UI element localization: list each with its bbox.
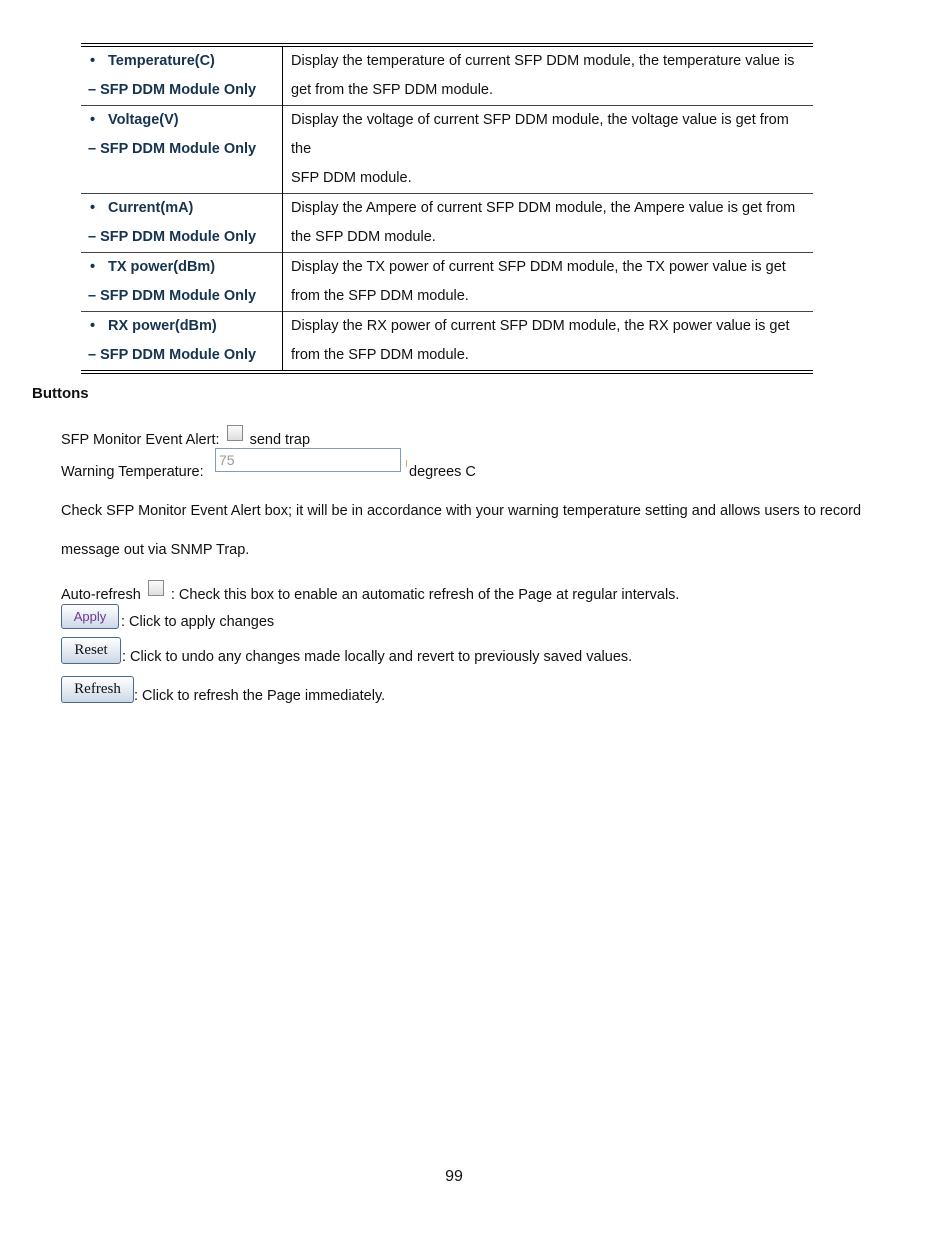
warning-temperature-label: Warning Temperature:	[61, 464, 204, 480]
description-paragraph: message out via SNMP Trap.	[61, 542, 250, 558]
table-row	[81, 253, 813, 312]
bullet-icon: •	[90, 200, 96, 216]
refresh-description: : Click to refresh the Page immediately.	[134, 688, 386, 704]
parameter-name: TX power(dBm)	[108, 259, 216, 275]
reset-description: : Click to undo any changes made locally and revert to previously saved values.	[122, 649, 633, 665]
parameter-name: Temperature(C)	[108, 53, 215, 69]
bullet-icon: •	[90, 112, 96, 128]
bullet-icon: •	[90, 259, 96, 275]
parameter-qualifier: – SFP DDM Module Only	[88, 347, 257, 363]
event-alert-line	[61, 425, 310, 448]
parameter-description-cell	[283, 194, 814, 253]
buttons-heading: Buttons	[32, 385, 89, 402]
parameter-name: RX power(dBm)	[108, 318, 217, 334]
table-row	[81, 45, 813, 106]
description-line: SFP DDM module.	[291, 170, 412, 186]
parameter-description-cell	[283, 312, 814, 373]
parameter-name-cell	[81, 194, 283, 253]
parameter-name-cell	[81, 45, 283, 106]
parameter-name-cell	[81, 106, 283, 194]
reset-button[interactable]: Reset	[61, 637, 121, 664]
bullet-icon: •	[90, 318, 96, 334]
description-line: Display the RX power of current SFP DDM module, the RX power value is get	[291, 318, 790, 334]
send-trap-checkbox[interactable]	[227, 425, 243, 441]
parameter-qualifier: – SFP DDM Module Only	[88, 229, 257, 245]
description-line: get from the SFP DDM module.	[291, 82, 494, 98]
page-number: 99	[445, 1168, 463, 1185]
parameter-name: Current(mA)	[108, 200, 194, 216]
parameter-name-cell	[81, 253, 283, 312]
parameter-qualifier: – SFP DDM Module Only	[88, 288, 257, 304]
auto-refresh-line	[61, 580, 679, 603]
apply-button[interactable]: Apply	[61, 604, 119, 629]
parameter-qualifier: – SFP DDM Module Only	[88, 141, 257, 157]
auto-refresh-description: : Check this box to enable an automatic refresh of the Page at regular intervals.	[170, 587, 680, 603]
parameter-table	[81, 43, 813, 374]
parameter-description-cell	[283, 106, 814, 194]
parameter-name: Voltage(V)	[108, 112, 179, 128]
description-line: Display the TX power of current SFP DDM module, the TX power value is get	[291, 259, 786, 275]
table-row	[81, 194, 813, 253]
input-cursor-mark	[406, 460, 407, 467]
parameter-description-cell	[283, 253, 814, 312]
bullet-icon: •	[90, 53, 96, 69]
warning-temperature-input[interactable]	[215, 448, 401, 472]
table-row	[81, 312, 813, 373]
parameter-qualifier: – SFP DDM Module Only	[88, 82, 257, 98]
description-line: from the SFP DDM module.	[291, 347, 469, 363]
description-line: the SFP DDM module.	[291, 229, 436, 245]
table-row	[81, 106, 813, 194]
description-paragraph: Check SFP Monitor Event Alert box; it will be in accordance with your warning temperature setting and allows users to record	[61, 503, 862, 519]
description-line: Display the Ampere of current SFP DDM module, the Ampere value is get from	[291, 200, 796, 216]
warning-temperature-unit: degrees C	[409, 464, 476, 480]
auto-refresh-label: Auto-refresh	[61, 587, 141, 603]
refresh-button[interactable]: Refresh	[61, 676, 134, 703]
description-line: Display the voltage of current SFP DDM module, the voltage value is get from the	[291, 112, 789, 157]
auto-refresh-checkbox[interactable]	[148, 580, 164, 596]
event-alert-label: SFP Monitor Event Alert:	[61, 432, 220, 448]
parameter-name-cell	[81, 312, 283, 373]
description-line: from the SFP DDM module.	[291, 288, 469, 304]
parameter-description-cell	[283, 45, 814, 106]
send-trap-label: send trap	[249, 432, 311, 448]
description-line: Display the temperature of current SFP DDM module, the temperature value is	[291, 53, 795, 69]
apply-description: : Click to apply changes	[121, 614, 275, 630]
